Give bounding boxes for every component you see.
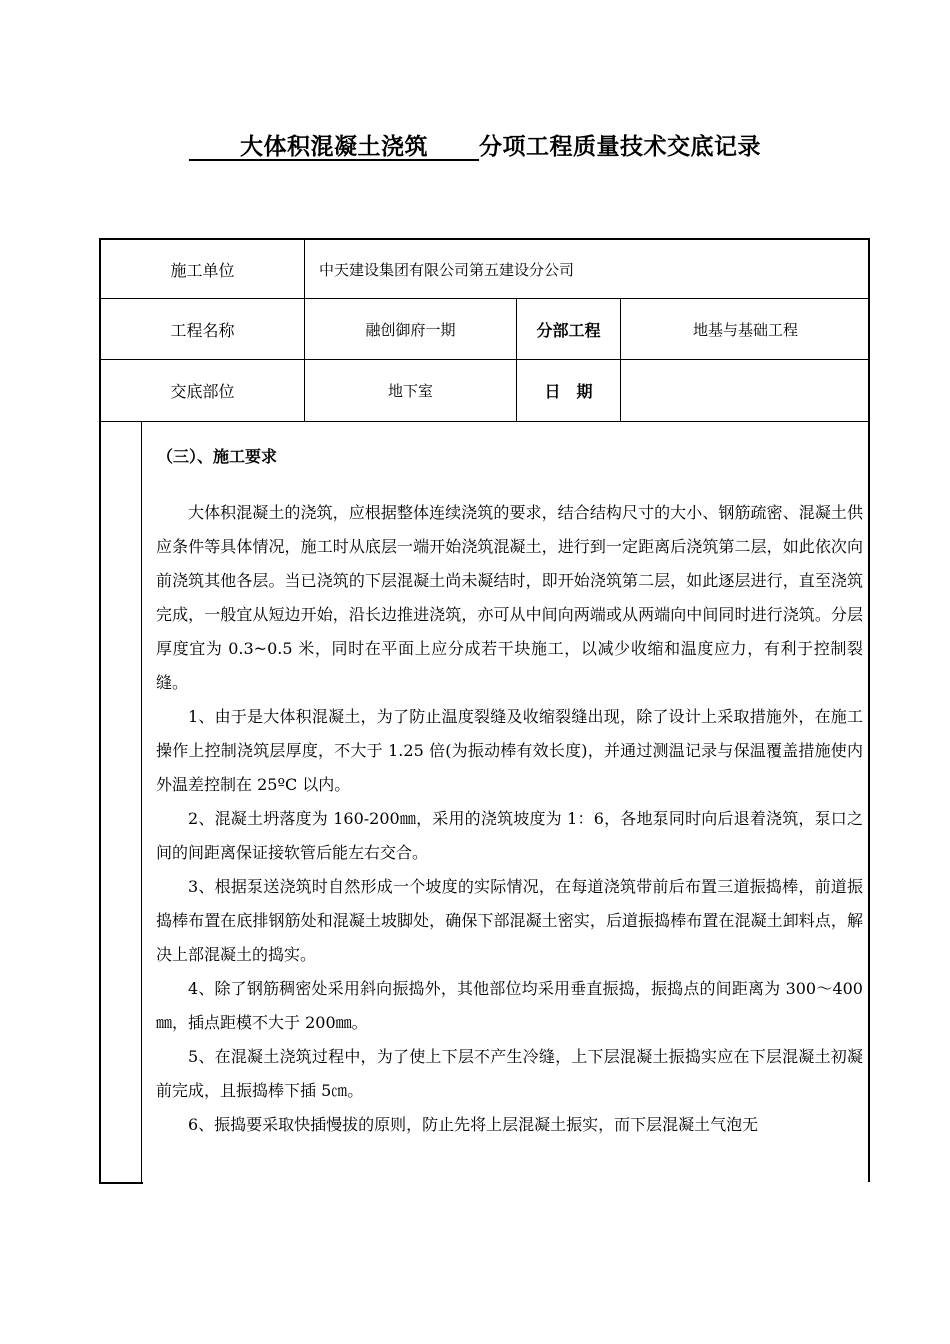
project-name-label: 工程名称 (170, 320, 235, 340)
paragraph-item-2: 2、混凝土坍落度为 160-200㎜，采用的浇筑坡度为 1：6，各地泵同时向后退着浇筑，泵口之间的间距离保证接软管后能左右交合。 (156, 809, 863, 862)
row-handover-location (101, 360, 868, 422)
paragraph-item-4: 4、除了钢筋稠密处采用斜向振捣外，其他部位均采用垂直振捣，振捣点的间距离为 300～400㎜，插点距模不大于 200㎜。 (156, 979, 863, 1032)
title-subject: 大体积混凝土浇筑 (240, 134, 428, 160)
title-suffix: 分项工程质量技术交底记录 (479, 134, 762, 160)
paragraph-item-5: 5、在混凝土浇筑过程中，为了使上下层不产生冷缝，上下层混凝土振捣实应在下层混凝土初凝前完成，且振捣棒下插 5㎝。 (156, 1047, 863, 1100)
sub-project-value: 地基与基础工程 (620, 299, 870, 359)
handover-location-value: 地下室 (304, 360, 516, 421)
row-construction-unit (101, 240, 868, 299)
paragraph-item-3: 3、根据泵送浇筑时自然形成一个坡度的实际情况，在每道浇筑带前后布置三道振捣棒，前道振捣棒布置在底排钢筋处和混凝土坡脚处，确保下部混凝土密实，后道振捣棒布置在混凝土卸料点，解决上部混凝土的捣实。 (156, 877, 863, 964)
date-value (620, 360, 870, 421)
section-body (156, 496, 863, 1142)
date-label: 日 期 (516, 360, 620, 421)
paragraph-intro: 大体积混凝土的浇筑，应根据整体连续浇筑的要求，结合结构尺寸的大小、钢筋疏密、混凝土供应条件等具体情况，施工时从底层一端开始浇筑混凝土，进行到一定距离后浇筑第二层，如此依次向前浇筑其他各层。当已浇筑的下层混凝土尚未凝结时，即开始浇筑第二层，如此逐层进行，直至浇筑完成，一般宜从短边开始，沿长边推进浇筑，亦可从中间向两端或从两端向中间同时进行浇筑。分层厚度宜为 0.3~0.5 米，同时在平面上应分成若干块施工，以减少收缩和温度应力，有利于控制裂缝。 (156, 503, 863, 692)
paragraph-item-6: 6、振捣要采取快插慢拔的原则，防止先将上层混凝土振实，而下层混凝土气泡无 (188, 1115, 759, 1134)
handover-location-label: 交底部位 (170, 382, 235, 401)
row-project-name (101, 299, 868, 360)
page-title (0, 128, 950, 161)
content-bottom-stub (99, 1182, 143, 1184)
record-table (99, 238, 870, 1182)
sub-project-label: 分部工程 (516, 299, 620, 359)
construction-unit-value: 中天建设集团有限公司第五建设分公司 (304, 240, 870, 298)
paragraph-item-1: 1、由于是大体积混凝土，为了防止温度裂缝及收缩裂缝出现，除了设计上采取措施外，在施工操作上控制浇筑层厚度，不大于 1.25 倍(为振动棒有效长度)，并通过测温记录与保温覆盖措施使内外温差控制在 25ºC 以内。 (156, 707, 863, 794)
section-heading: （三）、施工要求 (157, 447, 278, 466)
project-name-value: 融创御府一期 (304, 299, 516, 359)
construction-unit-label: 施工单位 (170, 260, 235, 280)
content-area (101, 422, 868, 1184)
content-left-margin-line (141, 422, 142, 1184)
